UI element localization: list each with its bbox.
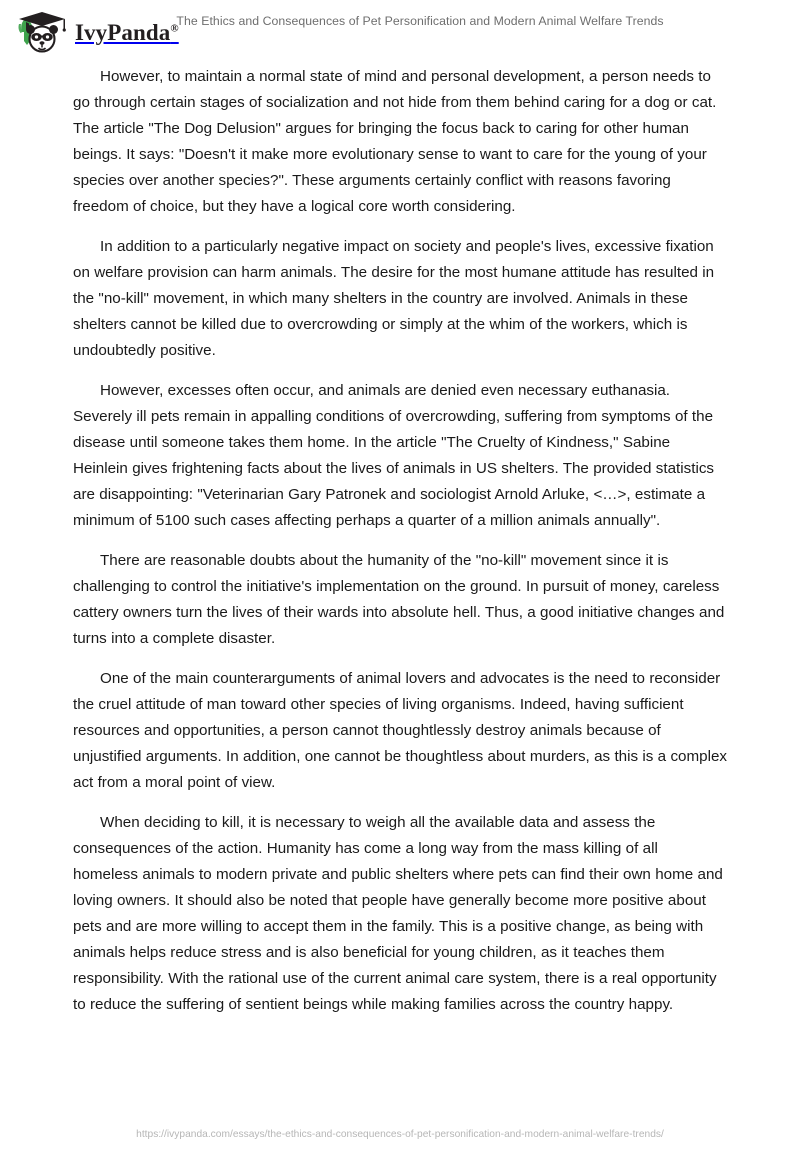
paragraph: One of the main counterarguments of animal lovers and advocates is the need to reconsider the cruel attitude of man toward other species of living organisms. Indeed, having sufficient resources and opportunities, a person cannot thoughtlessly destroy animals because of unjustified arguments. In addition, one cannot be thoughtless about murders, as this is a complex act from a moral point of view. <box>73 670 728 791</box>
paragraph: However, excesses often occur, and animals are denied even necessary euthanasia. Severely ill pets remain in appalling conditions of overcrowding, suffering from symptoms of the disease until someone takes them home. In the article "The Cruelty of Kindness," Sabine Heinlein gives frightening facts about the lives of animals in US shelters. The provided statistics are disappointing: "Veterinarian Gary Patronek and sociologist Arnold Arluke, <…>, estimate a minimum of 5100 such cases affecting perhaps a quarter of a million animals annually". <box>73 382 715 529</box>
brand-wordmark-text: IvyPanda <box>75 19 171 45</box>
page-title: The Ethics and Consequences of Pet Personification and Modern Animal Welfare Trends <box>176 14 664 28</box>
paragraph: When deciding to kill, it is necessary to weigh all the available data and assess the consequences of the action. Humanity has come a long way from the mass killing of all homeless animals to modern private and public shelters where pets can find their own home and loving owners. It should also be noted that people have generally become more positive about pets and are more willing to accept them in the family. This is a positive change, as being with animals helps reduce stress and is also beneficial for young children, as it teaches them responsibility. With the rational use of the current animal care system, there is a real opportunity to reduce the suffering of sentient beings while making families across the country happy. <box>73 814 723 1013</box>
page-footer <box>0 1124 800 1142</box>
paragraph: In addition to a particularly negative impact on society and people's lives, excessive fixation on welfare provision can harm animals. The desire for the most humane attitude has resulted in the "no-kill" movement, in which many shelters in the country are involved. Animals in these shelters cannot be killed due to overcrowding or simply at the whim of the workers, which is undoubtedly positive. <box>73 238 715 359</box>
essay-body <box>73 64 727 1032</box>
paragraph: There are reasonable doubts about the humanity of the "no-kill" movement since it is challenging to control the initiative's implementation on the ground. In pursuit of money, careless cattery owners turn the lives of their wards into absolute hell. Thus, a good initiative changes and turns into a complete disaster. <box>73 552 725 647</box>
paragraph: However, to maintain a normal state of mind and personal development, a person needs to go through certain stages of socialization and not hide from them behind caring for a dog or cat. The article "The Dog Delusion" argues for bringing the focus back to caring for other human beings. It says: "Doesn't it make more evolutionary sense to want to care for the young of your species over another species?". These arguments certainly conflict with reasons favoring freedom of choice, but they have a logical core worth considering. <box>73 68 717 215</box>
registered-trademark-icon: ® <box>170 21 179 34</box>
source-url-link[interactable]: https://ivypanda.com/essays/the-ethics-and-consequences-of-pet-personification-and-modern-animal-welfare-trends/ <box>136 1129 664 1140</box>
page-header <box>0 0 800 62</box>
